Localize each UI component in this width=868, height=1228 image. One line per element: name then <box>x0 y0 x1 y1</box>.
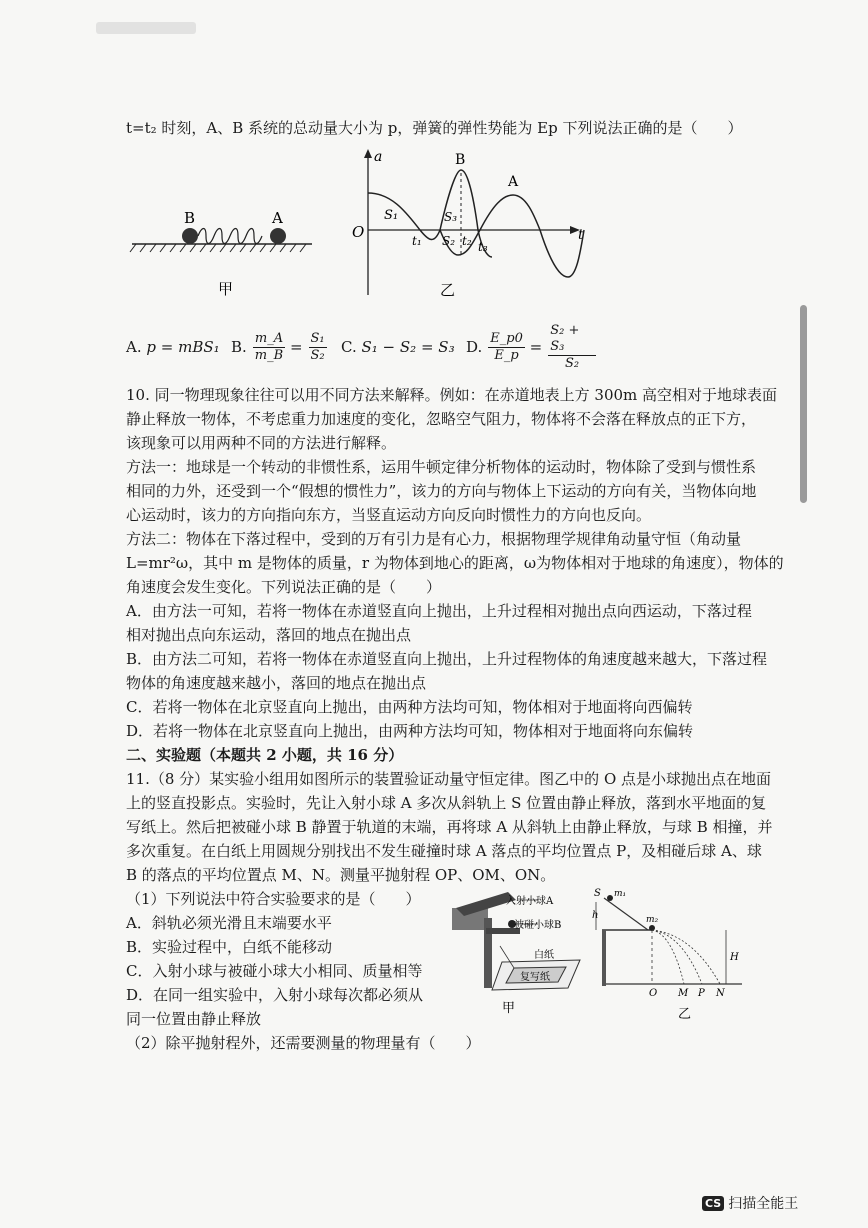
q10-line: 角速度会发生变化。下列说法正确的是（ ） <box>126 578 442 596</box>
scanner-watermark <box>702 1193 798 1213</box>
caption-q11-yi: 乙 <box>678 1007 692 1022</box>
caption-q11-jia: 甲 <box>502 1001 516 1016</box>
q10-line: L=mr²ω，其中 m 是物体的质量，r 为物体到地心的距离，ω为物体相对于地球的角速度），物体的 <box>126 554 784 572</box>
fraction: $\frac{\text{S₁}}{\text{S₂}}$ <box>310 330 325 363</box>
q11-option-c[interactable]: C．入射小球与被碰小球大小相同、质量相等 <box>126 962 423 980</box>
axis-x-label: t <box>578 227 584 243</box>
s1-label: S₁ <box>384 208 399 223</box>
ball-b <box>182 228 198 244</box>
label-m2: m₂ <box>646 915 659 925</box>
q9-option-b[interactable]: B. $\frac{m\_A}{m\_B}$ = $\frac{\text{S₁}}{\text{S₂}}$ <box>231 330 325 363</box>
q11-line: 上的竖直投影点。实验时，先让入射小球 A 多次从斜轨上 S 位置由静止释放，落到水平地面的复 <box>126 794 767 812</box>
spring <box>198 229 262 244</box>
figure-apparatus-yi <box>592 884 752 1024</box>
caption-yi: 乙 <box>440 281 456 299</box>
label-big-h: H <box>730 952 739 963</box>
q10-option-b-cont[interactable]: 物体的角速度越来越小，落回的地点在抛出点 <box>126 674 427 692</box>
figure-acceleration-graph <box>348 145 598 305</box>
axis-y-label: a <box>374 149 383 165</box>
figure-apparatus-jia <box>448 888 598 1018</box>
origin-label: O <box>352 223 365 241</box>
t3-label: t₃ <box>478 240 488 254</box>
label-m1: m₁ <box>614 889 627 899</box>
q11-line: 11.（8 分）某实验小组用如图所示的装置验证动量守恒定律。图乙中的 O 点是小球抛出点在地面 <box>126 770 772 788</box>
label-h: h <box>592 910 599 921</box>
fraction: $\frac{E\_p0}{E\_p}$ <box>490 330 523 363</box>
scrollbar[interactable] <box>800 305 807 503</box>
label-m: M <box>678 988 689 999</box>
section-heading: 二、实验题（本题共 2 小题，共 16 分） <box>126 746 404 764</box>
q11-option-b[interactable]: B．实验过程中，白纸不能移动 <box>126 938 333 956</box>
caption-jia: 甲 <box>218 280 234 298</box>
q10-line: 静止释放一物体，不考虑重力加速度的变化，忽略空气阻力，物体将不会落在释放点的正下方， <box>126 410 757 428</box>
q10-option-b[interactable]: B．由方法二可知，若将一物体在赤道竖直向上抛出，上升过程物体的角速度越来越大，下落过程 <box>126 650 768 668</box>
label-s: S <box>594 888 601 899</box>
curve-b-tail <box>492 257 540 280</box>
q11-sub1: （1）下列说法中符合实验要求的是（ ） <box>126 890 421 908</box>
q11-line: 写纸上。然后把被碰小球 B 静置于轨道的末端，再将球 A 从斜轨上由静止释放，与球 B 相撞，并 <box>126 818 773 836</box>
label-paper: 白纸 <box>534 950 554 961</box>
question-stem: t=t₂ 时刻，A、B 系统的总动量大小为 p，弹簧的弹性势能为 Ep 下列说法正确的是（ ） <box>126 119 743 137</box>
watermark-text: 扫描全能王 <box>728 1196 799 1212</box>
t1-label: t₁ <box>412 234 422 248</box>
scan-smudge <box>96 22 196 34</box>
label-p: P <box>698 988 705 999</box>
curve-a-label: A <box>508 174 519 190</box>
q11-line: B 的落点的平均位置点 M、N。测量平抛射程 OP、OM、ON。 <box>126 866 556 884</box>
figure-spring-system <box>126 200 316 300</box>
label-b: B <box>184 209 196 227</box>
label-ball-b: 被碰小球B <box>514 920 562 931</box>
q10-line: 相同的力外，还受到一个“假想的惯性力”，该力的方向与物体上下运动的方向有关，当物体向地 <box>126 482 757 500</box>
q11-sub2: （2）除平抛射程外，还需要测量的物理量有（ ） <box>126 1034 481 1052</box>
q10-line: 心运动时，该力的方向指向东方，当竖直运动方向反向时惯性力的方向也反向。 <box>126 506 652 524</box>
cs-logo-icon: CS <box>702 1196 724 1211</box>
q10-option-a[interactable]: A．由方法一可知，若将一物体在赤道竖直向上抛出，上升过程相对抛出点向西运动，下落过程 <box>126 602 752 620</box>
q11-option-a[interactable]: A．斜轨必须光滑且末端要水平 <box>126 914 332 932</box>
q10-line: 10. 同一物理现象往往可以用不同方法来解释。例如：在赤道地表上方 300m 高空相对于地球表面 <box>126 386 778 404</box>
q10-line: 该现象可以用两种不同的方法进行解释。 <box>126 434 397 452</box>
label-n: N <box>716 988 725 999</box>
fraction: $\frac{\text{S₂ + S₃}}{\text{S₂}}$ <box>548 323 596 372</box>
label-carbon: 复写纸 <box>520 972 550 983</box>
label-o: O <box>649 988 658 999</box>
q10-line: 方法一：地球是一个转动的非惯性系，运用牛顿定律分析物体的运动时，物体除了受到与惯性系 <box>126 458 757 476</box>
q10-option-c[interactable]: C．若将一物体在北京竖直向上抛出，由两种方法均可知，物体相对于地面将向西偏转 <box>126 698 693 716</box>
fraction: $\frac{m\_A}{m\_B}$ <box>254 330 284 363</box>
curve-b-label: B <box>455 152 466 168</box>
q9-option-c[interactable]: C. S₁ − S₂ = S₃ <box>341 338 455 356</box>
q11-option-d[interactable]: D．在同一组实验中，入射小球每次都必须从 <box>126 986 424 1004</box>
q10-option-d[interactable]: D．若将一物体在北京竖直向上抛出，由两种方法均可知，物体相对于地面将向东偏转 <box>126 722 694 740</box>
q9-option-a[interactable]: A. p = mBS₁ <box>126 338 220 356</box>
q10-line: 方法二：物体在下落过程中，受到的万有引力是有心力，根据物理学规律角动量守恒（角动量 <box>126 530 742 548</box>
q9-option-d[interactable]: D. $\frac{E\_p0}{E\_p}$ = $\frac{\text{S₂ + S₃}}{\text{S₂}}$ <box>466 325 596 369</box>
q10-option-a-cont[interactable]: 相对抛出点向东运动，落回的地点在抛出点 <box>126 626 412 644</box>
q11-line: 多次重复。在白纸上用圆规分别找出不发生碰撞时球 A 落点的平均位置点 P，及相碰后球 A、球 <box>126 842 762 860</box>
s2-label: S₂ <box>442 234 456 248</box>
ball-a <box>270 228 286 244</box>
t2-label: t₂ <box>462 234 472 248</box>
label-a: A <box>272 209 283 227</box>
s3-label: S₃ <box>444 210 458 224</box>
q11-option-d-cont[interactable]: 同一位置由静止释放 <box>126 1010 262 1028</box>
q9-options <box>126 322 596 371</box>
label-ball-a: 入射小球A <box>506 896 554 907</box>
